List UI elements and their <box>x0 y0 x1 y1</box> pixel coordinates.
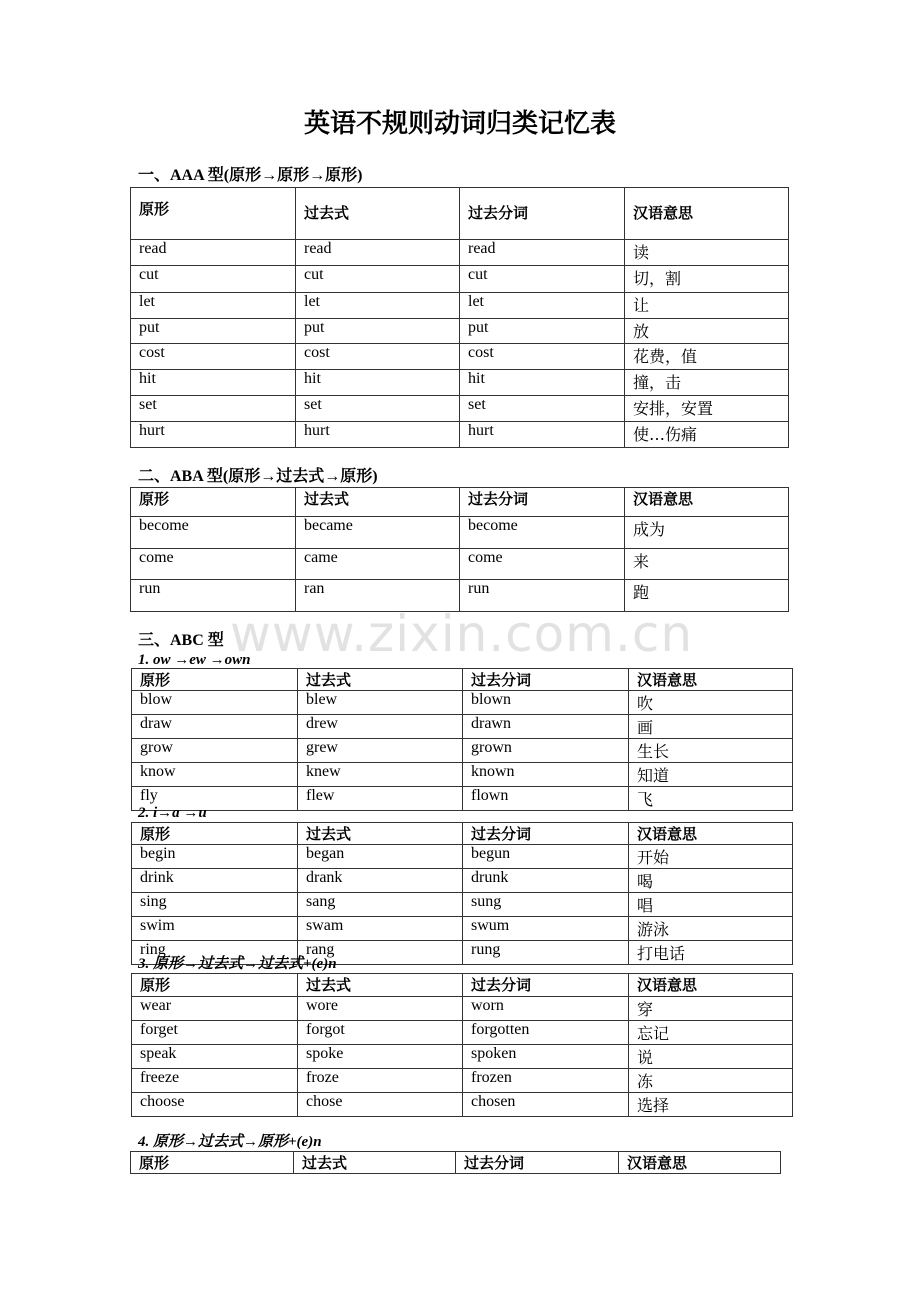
cell-meaning: 飞 <box>629 787 793 811</box>
header-past-tense: 过去式 <box>296 188 460 240</box>
table-aaa <box>130 187 789 448</box>
cell-meaning: 安排，安置 <box>625 396 789 422</box>
cell-past-tense: put <box>296 319 460 344</box>
table-row <box>132 869 793 893</box>
cell-meaning: 喝 <box>629 869 793 893</box>
table-row <box>131 422 789 448</box>
table-row <box>132 739 793 763</box>
cell-base-form: grow <box>132 739 298 763</box>
header-past-participle: 过去分词 <box>460 488 625 517</box>
cell-past-tense: cost <box>296 344 460 370</box>
subheading-i-a-u: 2. i→a →u <box>138 805 207 821</box>
cell-meaning: 使…伤痛 <box>625 422 789 448</box>
table-ow-ew-own <box>131 668 793 811</box>
cell-past-participle: rung <box>463 941 629 965</box>
cell-meaning: 忘记 <box>629 1021 793 1045</box>
cell-meaning: 切，割 <box>625 266 789 293</box>
table-row <box>132 845 793 869</box>
header-past-participle: 过去分词 <box>463 823 629 845</box>
cell-past-tense: forgot <box>298 1021 463 1045</box>
table-row <box>131 580 789 612</box>
cell-past-tense: became <box>296 517 460 549</box>
table-header-row <box>132 823 793 845</box>
table-row <box>132 917 793 941</box>
table-header-row <box>131 488 789 517</box>
cell-meaning: 放 <box>625 319 789 344</box>
subheading-ow-ew-own: 1. ow →ew →own <box>138 652 251 668</box>
table-row <box>132 1093 793 1117</box>
table-row <box>132 1021 793 1045</box>
table-header-row <box>131 188 789 240</box>
cell-past-participle: run <box>460 580 625 612</box>
cell-base-form: sing <box>132 893 298 917</box>
cell-past-participle: drawn <box>463 715 629 739</box>
header-past-tense: 过去式 <box>294 1152 456 1174</box>
cell-meaning: 吹 <box>629 691 793 715</box>
cell-past-tense: wore <box>298 997 463 1021</box>
cell-past-participle: frozen <box>463 1069 629 1093</box>
table-row <box>131 266 789 293</box>
cell-base-form: hurt <box>131 422 296 448</box>
cell-meaning: 知道 <box>629 763 793 787</box>
cell-meaning: 开始 <box>629 845 793 869</box>
cell-base-form: begin <box>132 845 298 869</box>
cell-base-form: speak <box>132 1045 298 1069</box>
cell-meaning: 让 <box>625 293 789 319</box>
header-past-tense: 过去式 <box>298 974 463 997</box>
cell-past-tense: grew <box>298 739 463 763</box>
cell-past-participle: sung <box>463 893 629 917</box>
cell-past-participle: come <box>460 549 625 580</box>
table-row <box>131 344 789 370</box>
header-base-form: 原形 <box>131 1152 294 1174</box>
cell-past-participle: let <box>460 293 625 319</box>
cell-past-tense: flew <box>298 787 463 811</box>
cell-base-form: forget <box>132 1021 298 1045</box>
cell-past-participle: drunk <box>463 869 629 893</box>
cell-base-form: put <box>131 319 296 344</box>
header-meaning: 汉语意思 <box>629 974 793 997</box>
table-row <box>132 715 793 739</box>
table-row <box>131 240 789 266</box>
cell-base-form: set <box>131 396 296 422</box>
cell-past-participle: flown <box>463 787 629 811</box>
cell-meaning: 花费，值 <box>625 344 789 370</box>
section-heading-aba: 二、ABA 型(原形→过去式→原形) <box>138 468 378 485</box>
cell-meaning: 画 <box>629 715 793 739</box>
cell-base-form: cut <box>131 266 296 293</box>
cell-base-form: fly <box>132 787 298 811</box>
table-row <box>132 787 793 811</box>
cell-base-form: wear <box>132 997 298 1021</box>
header-past-participle: 过去分词 <box>456 1152 619 1174</box>
cell-meaning: 游泳 <box>629 917 793 941</box>
cell-meaning: 打电话 <box>629 941 793 965</box>
cell-past-participle: hit <box>460 370 625 396</box>
header-meaning: 汉语意思 <box>629 669 793 691</box>
header-past-tense: 过去式 <box>298 669 463 691</box>
page-title: 英语不规则动词归类记忆表 <box>303 109 616 139</box>
cell-past-participle: swum <box>463 917 629 941</box>
cell-meaning: 跑 <box>625 580 789 612</box>
cell-past-tense: rang <box>298 941 463 965</box>
watermark: www.zixin.com.cn <box>230 605 694 663</box>
header-meaning: 汉语意思 <box>619 1152 781 1174</box>
table-aba <box>130 487 789 612</box>
cell-base-form: freeze <box>132 1069 298 1093</box>
section-heading-abc: 三、ABC 型 <box>138 632 224 649</box>
table-header-row <box>132 669 793 691</box>
table-row <box>132 1069 793 1093</box>
cell-base-form: run <box>131 580 296 612</box>
cell-base-form: hit <box>131 370 296 396</box>
table-row <box>131 549 789 580</box>
cell-base-form: become <box>131 517 296 549</box>
cell-past-tense: swam <box>298 917 463 941</box>
header-past-participle: 过去分词 <box>460 188 625 240</box>
cell-past-tense: began <box>298 845 463 869</box>
table-past-en <box>131 973 793 1117</box>
header-past-participle: 过去分词 <box>463 669 629 691</box>
cell-past-tense: read <box>296 240 460 266</box>
subheading-past-en: 3. 原形→过去式→过去式+(e)n <box>138 956 337 972</box>
cell-past-participle: hurt <box>460 422 625 448</box>
cell-past-participle: cut <box>460 266 625 293</box>
cell-past-tense: sang <box>298 893 463 917</box>
table-base-en <box>130 1151 781 1174</box>
cell-past-tense: hit <box>296 370 460 396</box>
table-header-row <box>132 974 793 997</box>
cell-past-participle: grown <box>463 739 629 763</box>
cell-past-tense: knew <box>298 763 463 787</box>
cell-past-participle: blown <box>463 691 629 715</box>
cell-past-tense: blew <box>298 691 463 715</box>
cell-past-participle: known <box>463 763 629 787</box>
header-base-form: 原形 <box>132 669 298 691</box>
header-base-form: 原形 <box>132 974 298 997</box>
table-row <box>132 691 793 715</box>
cell-meaning: 唱 <box>629 893 793 917</box>
header-meaning: 汉语意思 <box>625 188 789 240</box>
cell-meaning: 读 <box>625 240 789 266</box>
subheading-base-en: 4. 原形→过去式→原形+(e)n <box>138 1134 322 1150</box>
table-row <box>131 396 789 422</box>
section-heading-aaa: 一、AAA 型(原形→原形→原形) <box>138 167 363 184</box>
cell-past-participle: put <box>460 319 625 344</box>
table-row <box>132 997 793 1021</box>
cell-past-tense: hurt <box>296 422 460 448</box>
cell-meaning: 生长 <box>629 739 793 763</box>
cell-past-tense: set <box>296 396 460 422</box>
cell-meaning: 冻 <box>629 1069 793 1093</box>
cell-past-participle: become <box>460 517 625 549</box>
table-header-row <box>131 1152 781 1174</box>
table-row <box>131 293 789 319</box>
cell-meaning: 说 <box>629 1045 793 1069</box>
cell-base-form: come <box>131 549 296 580</box>
cell-past-tense: chose <box>298 1093 463 1117</box>
cell-past-participle: forgotten <box>463 1021 629 1045</box>
table-row <box>131 319 789 344</box>
cell-past-tense: drank <box>298 869 463 893</box>
cell-meaning: 成为 <box>625 517 789 549</box>
header-base-form: 原形 <box>132 823 298 845</box>
cell-past-participle: set <box>460 396 625 422</box>
cell-meaning: 穿 <box>629 997 793 1021</box>
cell-base-form: ring <box>132 941 298 965</box>
table-i-a-u <box>131 822 793 965</box>
cell-meaning: 来 <box>625 549 789 580</box>
cell-base-form: cost <box>131 344 296 370</box>
cell-base-form: let <box>131 293 296 319</box>
table-row <box>131 370 789 396</box>
cell-past-tense: let <box>296 293 460 319</box>
header-meaning: 汉语意思 <box>629 823 793 845</box>
cell-base-form: read <box>131 240 296 266</box>
cell-base-form: choose <box>132 1093 298 1117</box>
cell-base-form: draw <box>132 715 298 739</box>
header-past-tense: 过去式 <box>298 823 463 845</box>
table-row <box>132 763 793 787</box>
header-base-form: 原形 <box>131 488 296 517</box>
header-base-form: 原形 <box>131 188 296 240</box>
cell-meaning: 撞，击 <box>625 370 789 396</box>
cell-meaning: 选择 <box>629 1093 793 1117</box>
cell-base-form: swim <box>132 917 298 941</box>
cell-past-tense: spoke <box>298 1045 463 1069</box>
cell-base-form: blow <box>132 691 298 715</box>
cell-past-tense: froze <box>298 1069 463 1093</box>
cell-past-participle: cost <box>460 344 625 370</box>
cell-past-tense: cut <box>296 266 460 293</box>
cell-past-participle: worn <box>463 997 629 1021</box>
cell-past-tense: ran <box>296 580 460 612</box>
cell-past-participle: begun <box>463 845 629 869</box>
header-past-tense: 过去式 <box>296 488 460 517</box>
cell-base-form: drink <box>132 869 298 893</box>
table-row <box>132 1045 793 1069</box>
cell-past-participle: chosen <box>463 1093 629 1117</box>
cell-past-participle: spoken <box>463 1045 629 1069</box>
cell-past-tense: drew <box>298 715 463 739</box>
cell-base-form: know <box>132 763 298 787</box>
header-meaning: 汉语意思 <box>625 488 789 517</box>
cell-past-participle: read <box>460 240 625 266</box>
table-row <box>132 893 793 917</box>
header-past-participle: 过去分词 <box>463 974 629 997</box>
table-row <box>131 517 789 549</box>
cell-past-tense: came <box>296 549 460 580</box>
